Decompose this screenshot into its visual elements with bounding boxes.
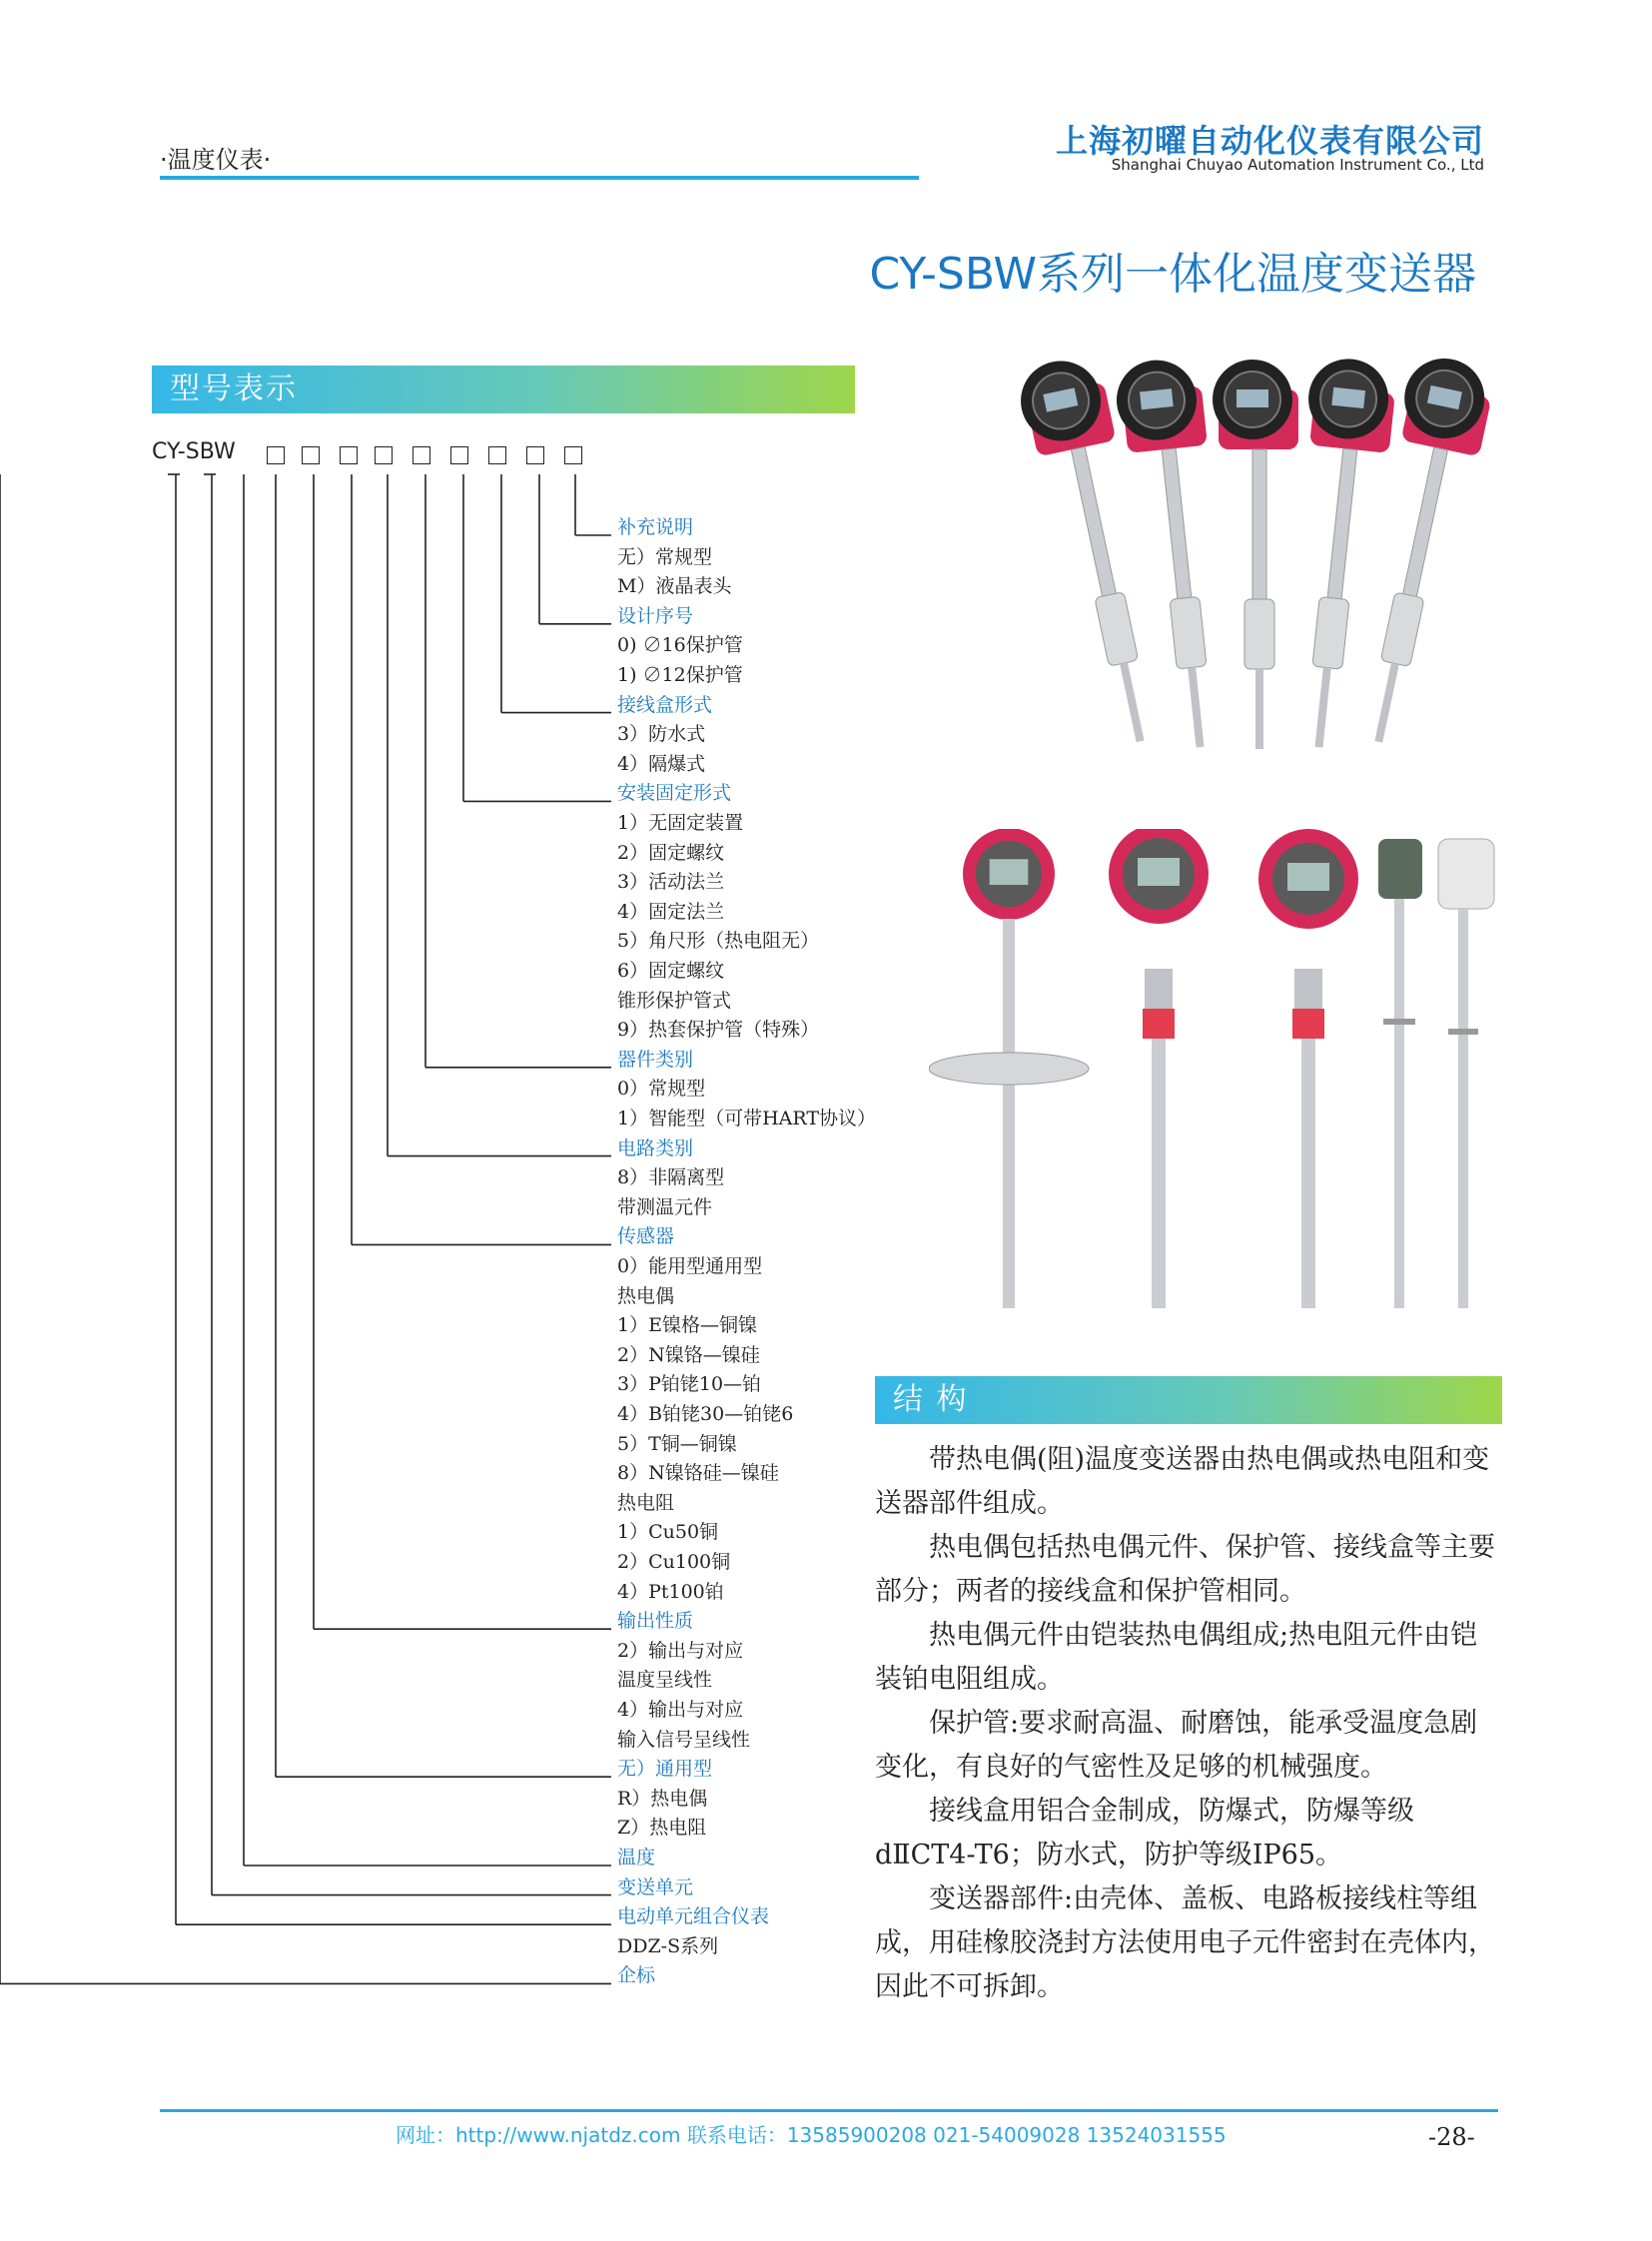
- model-option-label: 1）智能型（可带HART协议）: [617, 1108, 877, 1129]
- model-option-label: 3）活动法兰: [617, 871, 725, 894]
- model-option-label: 3）防水式: [617, 723, 706, 746]
- junction-box-transmitter-illustration: [1438, 839, 1494, 1308]
- model-option-label: M）液晶表头: [617, 575, 732, 598]
- product-photo-transmitter-models: [929, 829, 1508, 1328]
- company-name-en: Shanghai Chuyao Automation Instrument Co., Ltd: [1111, 156, 1484, 174]
- company-name-cn: 上海初曜自动化仪表有限公司: [1055, 122, 1484, 160]
- model-option-label: R）热电偶: [617, 1787, 708, 1810]
- model-category-label: 电路类别: [617, 1136, 694, 1159]
- model-option-label: 1）无固定装置: [617, 812, 744, 834]
- model-category-label: 无）通用型: [617, 1758, 713, 1781]
- model-category-label: 接线盒形式: [617, 693, 713, 716]
- model-option-label: 锥形保护管式: [617, 989, 732, 1012]
- model-option-label: 3）P铂铑10—铂: [617, 1373, 762, 1396]
- structure-paragraph: 接线盒用铝合金制成，防爆式，防爆等级dⅡCT4-T6；防水式，防护等级IP65。: [875, 1796, 1414, 1870]
- model-category-label: 器件类别: [617, 1048, 694, 1071]
- structure-paragraph: 保护管:要求耐高温、耐磨蚀，能承受温度急剧变化，有良好的气密性及足够的机械强度。: [875, 1708, 1478, 1783]
- structure-text: [875, 1438, 1504, 2009]
- model-option-label: 无）常规型: [617, 545, 713, 568]
- model-option-label: 热电偶: [617, 1284, 675, 1307]
- model-option-label: 2）固定螺纹: [617, 841, 725, 864]
- model-option-label: 0）能用型通用型: [617, 1255, 763, 1277]
- model-option-label: 温度呈线性: [617, 1669, 713, 1692]
- model-category-label: 补充说明: [617, 516, 694, 538]
- model-option-label: 1）Cu50铜: [617, 1521, 719, 1544]
- model-option-label: 9）热套保护管（特殊）: [617, 1019, 820, 1042]
- model-option-label: 1) ∅12保护管: [617, 664, 743, 686]
- model-option-label: 2）N镍铬—镍硅: [617, 1343, 760, 1366]
- model-category-label: 设计序号: [617, 604, 694, 627]
- model-category-label: 变送单元: [617, 1875, 694, 1898]
- model-category-label: 电动单元组合仪表: [617, 1905, 770, 1928]
- structure-paragraph: 变送器部件:由壳体、盖板、电路板接线柱等组成，用硅橡胶浇封方法使用电子元件密封在壳体内，因此不可拆卸。: [875, 1883, 1495, 2002]
- structure-section-heading: 结 构: [875, 1376, 1502, 1424]
- threaded-transmitter-illustration: [1109, 829, 1209, 1308]
- model-option-label: 4）输出与对应: [617, 1699, 744, 1721]
- model-option-label: 1）E镍格—铜镍: [617, 1314, 757, 1337]
- model-option-label: 6）固定螺纹: [617, 960, 725, 982]
- structure-paragraph: 热电偶元件由铠装热电偶组成;热电阻元件由铠装铂电阻组成。: [875, 1620, 1478, 1695]
- model-category-label: 传感器: [617, 1225, 675, 1248]
- threaded-transmitter-illustration: [1258, 829, 1358, 1308]
- footer-contact: 网址：http://www.njatdz.com 联系电话：13585900208 021-54009028 13524031555: [396, 2123, 1227, 2147]
- model-option-label: 4）B铂铑30—铂铑6: [617, 1403, 794, 1425]
- flange-transmitter-illustration: [929, 829, 1089, 1308]
- model-category-label: 输出性质: [617, 1610, 694, 1633]
- product-photo-display-transmitters: [989, 350, 1508, 819]
- model-option-label: 0）常规型: [617, 1078, 706, 1101]
- page-title: CY-SBW系列一体化温度变送器: [869, 249, 1476, 300]
- model-option-label: 4）固定法兰: [617, 900, 725, 923]
- model-option-label: DDZ-S系列: [617, 1934, 719, 1957]
- model-option-label: Z）热电阻: [617, 1817, 707, 1840]
- model-code-tree: [0, 0, 899, 2017]
- model-option-label: 4）隔爆式: [617, 752, 706, 775]
- model-option-label: 4）Pt100铂: [617, 1580, 724, 1603]
- structure-paragraph: 带热电偶(阻)温度变送器由热电偶或热电阻和变送器部件组成。: [875, 1444, 1490, 1519]
- model-option-label: 热电阻: [617, 1491, 675, 1514]
- model-code: CY-SBW: [152, 439, 236, 464]
- footer-rule: [160, 2109, 1498, 2112]
- model-option-label: 5）角尺形（热电阻无）: [617, 930, 820, 953]
- model-option-label: 2）Cu100铜: [617, 1551, 731, 1573]
- transmitter-illustration: [1213, 360, 1298, 749]
- model-option-label: 2）输出与对应: [617, 1639, 744, 1662]
- page-number: -28-: [1428, 2123, 1475, 2151]
- model-option-label: 8）N镍铬硅—镍硅: [617, 1462, 779, 1485]
- model-option-label: 输入信号呈线性: [617, 1728, 751, 1751]
- model-option-label: 带测温元件: [617, 1195, 713, 1218]
- model-option-label: 5）T铜—铜镍: [617, 1432, 737, 1455]
- model-option-label: 8）非隔离型: [617, 1166, 725, 1189]
- junction-box-transmitter-illustration: [1378, 839, 1422, 1308]
- model-category-label: 安装固定形式: [617, 782, 732, 805]
- model-option-label: 0) ∅16保护管: [617, 634, 743, 657]
- model-category-label: 企标: [617, 1964, 656, 1987]
- model-category-label: 温度: [617, 1847, 656, 1868]
- section-label: ·温度仪表·: [160, 146, 272, 174]
- structure-paragraph: 热电偶包括热电偶元件、保护管、接线盒等主要部分；两者的接线盒和保护管相同。: [875, 1532, 1495, 1607]
- model-section-heading: 型号表示: [152, 366, 855, 413]
